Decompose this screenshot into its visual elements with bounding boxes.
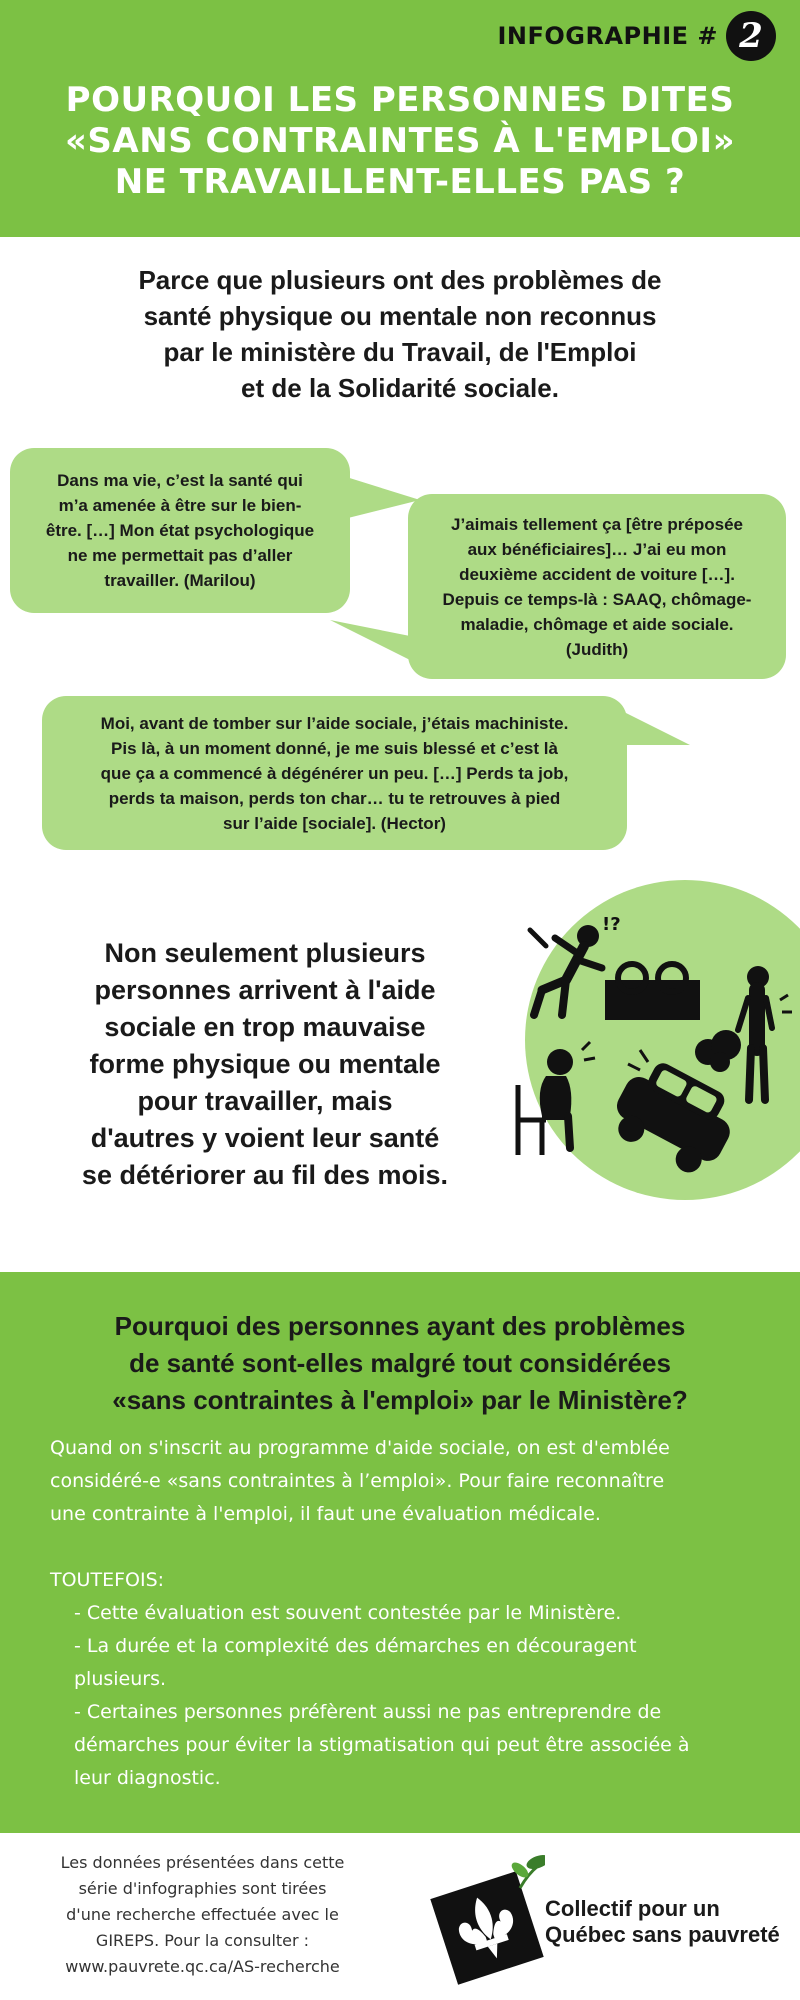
series-tag	[497, 10, 776, 62]
logo-line: Collectif pour un	[545, 1896, 720, 1921]
logo-text	[545, 1896, 795, 1948]
quote-line: Pis là, à un moment donné, je me suis blessé et c’est là	[111, 738, 558, 758]
list-item: - Certaines personnes préfèrent aussi ne pas entreprendre de démarches pour éviter la stigmatisation qui peut être associée à leur diagnostic.	[74, 1701, 690, 1789]
health-line: personnes arrivent à l'aide	[94, 975, 436, 1005]
health-line: Non seulement plusieurs	[104, 938, 426, 968]
quote-line: sur l’aide [sociale]. (Hector)	[223, 813, 446, 833]
why-title-line: Pourquoi des personnes ayant des problèmes	[114, 1311, 686, 1341]
quote-bubble-marilou	[10, 448, 350, 613]
why-title-line: «sans contraintes à l'emploi» par le Ministère?	[112, 1385, 688, 1415]
health-line: se détériorer au fil des mois.	[81, 1160, 449, 1190]
source-url[interactable]: www.pauvrete.qc.ca/AS-recherche	[65, 1957, 340, 1976]
page-title	[40, 80, 760, 203]
collectif-logo	[430, 1848, 790, 1988]
intro-line: par le ministère du Travail, de l'Emploi	[163, 337, 637, 367]
source-note	[40, 1850, 365, 1980]
quote-line: m’a amenée à être sur le bien-	[58, 496, 302, 515]
health-deterioration-statement	[70, 935, 460, 1194]
why-title-line: de santé sont-elles malgré tout considérées	[129, 1348, 671, 1378]
header-banner	[0, 0, 800, 237]
quote-line: maladie, chômage et aide sociale.	[460, 614, 734, 634]
health-line: d'autres y voient leur santé	[90, 1123, 440, 1153]
health-line: sociale en trop mauvaise	[104, 1012, 426, 1042]
series-number-badge: 2	[726, 11, 776, 61]
quote-line: aux bénéficiaires]… J’ai eu mon	[467, 539, 727, 559]
title-line: POURQUOI LES PERSONNES DITES	[65, 80, 735, 120]
quote-line: J’aimais tellement ça [être préposée	[451, 514, 743, 534]
logo-line: Québec sans pauvreté	[545, 1922, 780, 1947]
intro-line: et de la Solidarité sociale.	[241, 373, 559, 403]
why-intro-line: une contrainte à l'emploi, il faut une évaluation médicale.	[50, 1503, 601, 1525]
list-item: - La durée et la complexité des démarches en découragent plusieurs.	[74, 1635, 637, 1690]
quote-line: être. […] Mon état psychologique	[45, 521, 315, 540]
why-intro-line: considéré-e «sans contraintes à l’emploi». Pour faire reconnaître	[50, 1470, 665, 1492]
series-label: INFOGRAPHIE #	[497, 22, 718, 50]
quote-line: deuxième accident de voiture […].	[459, 564, 735, 584]
quote-line: Dans ma vie, c’est la santé qui	[57, 471, 303, 490]
intro-line: santé physique ou mentale non reconnus	[143, 301, 657, 331]
quote-line: Moi, avant de tomber sur l’aide sociale, j’étais machiniste.	[100, 713, 569, 733]
why-intro-line: Quand on s'inscrit au programme d'aide sociale, on est d'emblée	[50, 1437, 670, 1459]
source-line: GIREPS. Pour la consulter :	[95, 1931, 310, 1950]
quote-bubble-judith	[408, 494, 786, 679]
source-line: série d'infographies sont tirées	[78, 1879, 327, 1898]
quote-line: perds ta maison, perds ton char… tu te retrouves à pied	[108, 788, 561, 808]
source-line: d'une recherche effectuée avec le	[66, 1905, 339, 1924]
health-problems-illustration	[500, 880, 800, 1200]
exclamation-text: !?	[602, 914, 621, 935]
why-section-body	[50, 1432, 750, 1795]
health-line: pour travailler, mais	[137, 1086, 393, 1116]
quote-line: travailler. (Marilou)	[104, 571, 256, 590]
fleur-de-lis-logo-icon	[430, 1848, 545, 1988]
quote-line: ne me permettait pas d’aller	[67, 546, 293, 565]
quote-line: (Judith)	[565, 639, 629, 659]
quote-line: que ça a commencé à dégénérer un peu. […] Perds ta job,	[100, 763, 569, 783]
intro-statement	[90, 262, 710, 406]
intro-line: Parce que plusieurs ont des problèmes de	[138, 265, 662, 295]
health-line: forme physique ou mentale	[89, 1049, 441, 1079]
reasons-list	[50, 1597, 750, 1795]
title-line: NE TRAVAILLENT-ELLES PAS ?	[114, 162, 686, 202]
why-section-title	[60, 1308, 740, 1419]
title-line: «SANS CONTRAINTES À L'EMPLOI»	[64, 121, 736, 161]
source-line: Les données présentées dans cette	[60, 1853, 345, 1872]
however-heading: TOUTEFOIS:	[50, 1569, 165, 1591]
quote-bubble-hector	[42, 696, 627, 850]
list-item: - Cette évaluation est souvent contestée par le Ministère.	[74, 1602, 622, 1624]
why-section	[0, 1272, 800, 1833]
quote-line: Depuis ce temps-là : SAAQ, chômage-	[442, 589, 752, 609]
